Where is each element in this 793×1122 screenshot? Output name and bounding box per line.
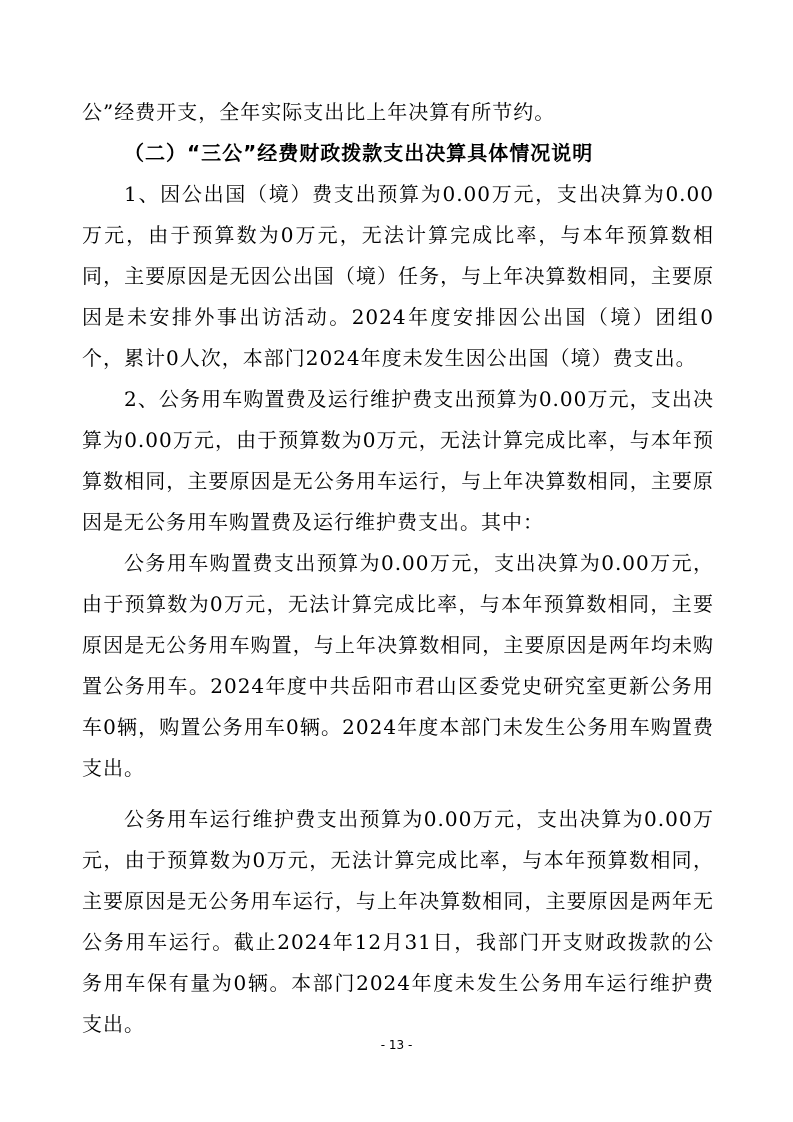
paragraph-vehicle-purchase: 公务用车购置费支出预算为0.00万元，支出决算为0.00万元，由于预算数为0万元，无法计算完成比率，与本年预算数相同，主要原因是无公务用车购置，与上年决算数相同，主要原因是两年均未购置公务用车。2024年度中共岳阳市君山区委党史研究室更新公务用车0辆，购置公务用车0辆。2024年度本部门未发生公务用车购置费支出。 [82, 551, 714, 780]
paragraph-vehicle-costs: 2、公务用车购置费及运行维护费支出预算为0.00万元，支出决算为0.00万元，由于预算数为0万元，无法计算完成比率，与本年预算数相同，主要原因是无公务用车运行，与上年决算数相同，主要原因是无公务用车购置费及运行维护费支出。其中： [82, 387, 714, 534]
paragraph-vehicle-maintenance: 公务用车运行维护费支出预算为0.00万元，支出决算为0.00万元，由于预算数为0万元，无法计算完成比率，与本年预算数相同，主要原因是无公务用车运行，与上年决算数相同，主要原因是两年无公务用车运行。截止2024年12月31日，我部门开支财政拨款的公务用车保有量为0辆。本部门2024年度未发生公务用车运行维护费支出。 [82, 807, 714, 1036]
document-body [82, 92, 714, 1045]
page-number: - 13 - [380, 1038, 413, 1052]
paragraph-continuation: 公”经费开支，全年实际支出比上年决算有所节约。 [82, 100, 556, 124]
paragraph-overseas-travel: 1、因公出国（境）费支出预算为0.00万元，支出决算为0.00万元，由于预算数为0万元，无法计算完成比率，与本年预算数相同，主要原因是无因公出国（境）任务，与上年决算数相同，主要原因是未安排外事出访活动。2024年度安排因公出国（境）团组0个，累计0人次，本部门2024年度未发生因公出国（境）费支出。 [82, 182, 714, 370]
section-heading: （二）“三公”经费财政拨款支出决算具体情况说明 [124, 141, 594, 165]
